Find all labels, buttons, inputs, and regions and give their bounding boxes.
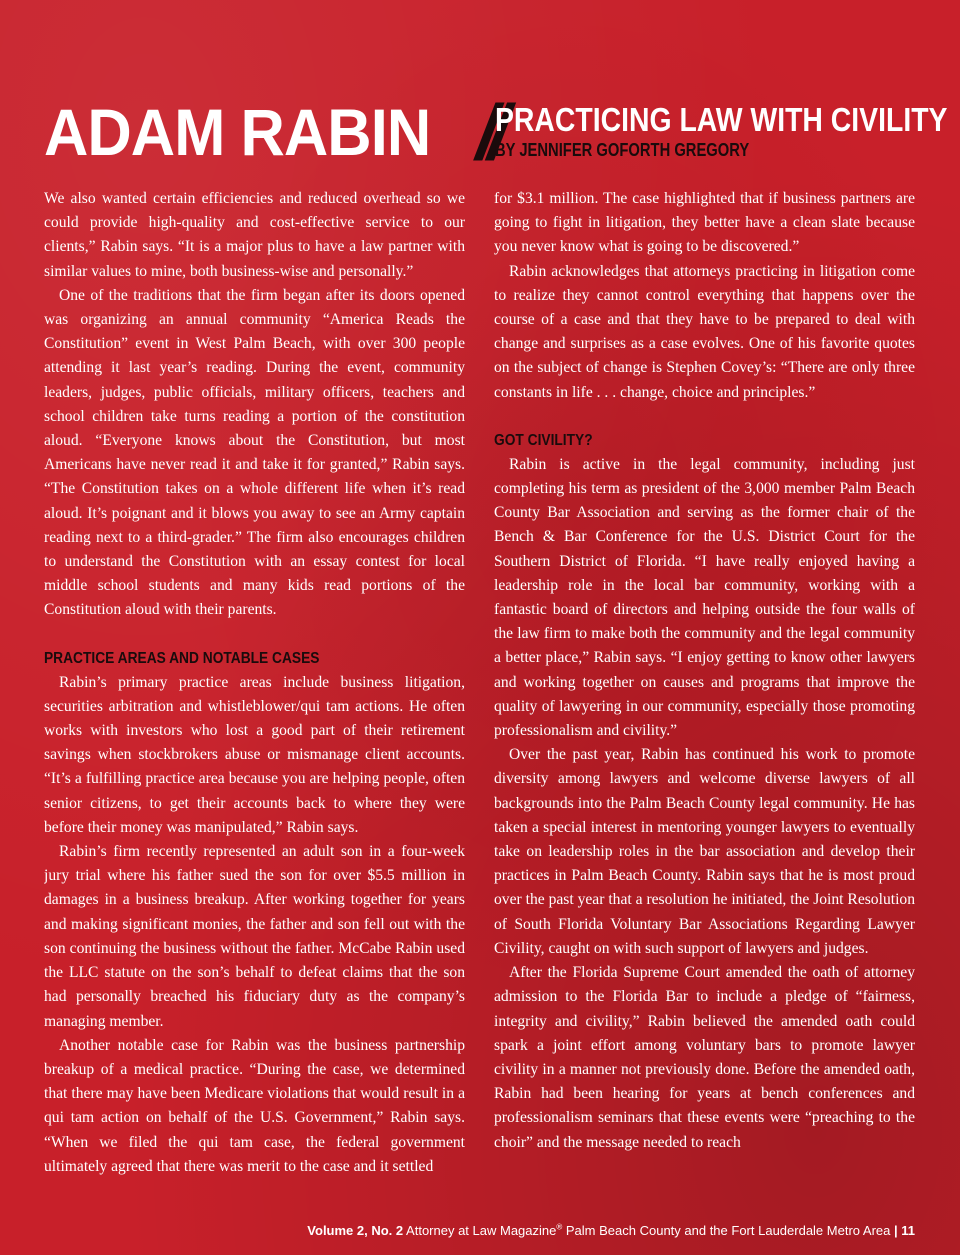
byline: BY JENNIFER GOFORTH GREGORY xyxy=(495,140,750,160)
paragraph: Another notable case for Rabin was the business partnership breakup of a medical practice. “During the case, we determined that there may have been Medicare violations that would result in a qui tam action on behalf of the U.S. Government,” Rabin says. “When we filed the qui tam case, the federal government ultimately agreed that there was merit to the case and it settled xyxy=(44,1036,465,1175)
section-heading: PRACTICE AREAS AND NOTABLE CASES xyxy=(44,649,320,667)
article-header xyxy=(44,88,948,176)
magazine-name: Attorney at Law Magazine xyxy=(406,1223,557,1238)
paragraph: Over the past year, Rabin has continued his work to promote diversity among lawyers and welcome diverse lawyers of all backgrounds into the Palm Beach County legal community. He has taken a special interest in mentoring younger lawyers to eventually take on leadership roles in the bar association and develop their practices in Palm Beach County. Rabin says that he is most proud over the past year that a resolution he initiated, the Joint Resolution of South Florida Voluntary Bar Associations Regarding Lawyer Civility, caught on with such support of lawyers and judges. xyxy=(494,746,915,957)
paragraph: We also wanted certain efficiencies and reduced overhead so we could provide high-quality and cost-effective service to our clients,” Rabin says. “It is a major plus to have a law partner with similar values to mine, both business-wise and personally.” xyxy=(44,190,465,280)
page-footer xyxy=(307,1220,915,1242)
paragraph: Rabin acknowledges that attorneys practicing in litigation come to realize they cannot control everything that happens over the course of a case and that they have to be prepared to deal with change and surprises as a case evolves. One of his favorite quotes on the subject of change is Stephen Covey’s: “There are only three constants in life . . . change, choice and principles.” xyxy=(494,262,915,401)
paragraph: One of the traditions that the firm began after its doors opened was organizing an annual community “America Reads the Constitution” event in West Palm Beach, with over 300 people attending it last year’s reading. During the event, community leaders, judges, public officials, military officers, teachers and school children take turns reading a portion of the constitution aloud. “Everyone knows about the Constitution, but most Americans have never read it and take it for granted,” Rabin says. “The Constitution takes on a whole different life when it’s read aloud. It’s poignant and it blows you away to see an Army captain reading next to a third-grader.” The firm also encourages children to understand the Constitution with an essay contest for local middle school students and many kids read portions of the Constitution aloud with their parents. xyxy=(44,286,465,619)
paragraph: Rabin’s firm recently represented an adult son in a four-week jury trial where his father sued the son for over $5.5 million in damages in a business breakup. After working together for years and making significant monies, the father and son fell out with the son continuing the business without the father. McCabe Rabin used the LLC statute on the son’s behalf to defeat claims that the son had personally breached his fiduciary duty as the company’s managing member. xyxy=(44,843,465,1030)
paragraph: Rabin is active in the legal community, including just completing his term as president of the 3,000 member Palm Beach County Bar Association and serving as the former chair of the Bench & Bar Conference for the U.S. District Court for the Southern District of Florida. “I have really enjoyed having a leadership role in the local bar community, working with a fantastic board of directors and helping outside the four walls of the law firm to make both the community and the legal community a better place,” Rabin says. “I enjoy getting to know other lawyers and working together on causes and programs that improve the quality of lawyering in our community, especially those promoting professionalism and civility.” xyxy=(494,455,915,740)
region-label: Palm Beach County and the Fort Lauderdale Metro Area xyxy=(565,1223,891,1238)
right-column xyxy=(494,187,915,1207)
volume-label: Volume 2, No. 2 xyxy=(307,1223,404,1238)
title-divider: // xyxy=(476,88,500,176)
paragraph: After the Florida Supreme Court amended the oath of attorney admission to the Florida Bar to include a pledge of “fairness, integrity and civility,” Rabin believed the amended oath could spark a joint effort among voluntary bars to promote lawyer civility in a manner not previously done. Before the amended oath, Rabin had been hearing for years at bench conferences and professionalism seminars that these events were “preaching to the choir” and the message needed to reach xyxy=(494,964,915,1151)
paragraph: Rabin’s primary practice areas include business litigation, securities arbitration and whistleblower/qui tam actions. He often works with investors who lost a good part of their retirement savings when stockbrokers abuse or mismanage client accounts. “It’s a fulfilling practice area because you are helping people, often senior citizens, to get their accounts back to where they were before their money was manipulated,” Rabin says. xyxy=(44,673,465,836)
article-title: PRACTICING LAW WITH CIVILITY xyxy=(495,101,948,138)
registered-mark: ® xyxy=(556,1222,563,1232)
paragraph: for $3.1 million. The case highlighted that if business partners are going to fight in litigation, they better have a clean slate because you never know what is going to be discovered.” xyxy=(494,190,915,256)
left-column xyxy=(44,187,465,1207)
section-heading: GOT CIVILITY? xyxy=(494,431,593,449)
page-number: 11 xyxy=(901,1223,915,1238)
subject-name: ADAM RABIN xyxy=(44,95,431,169)
footer-separator: | xyxy=(893,1223,898,1238)
